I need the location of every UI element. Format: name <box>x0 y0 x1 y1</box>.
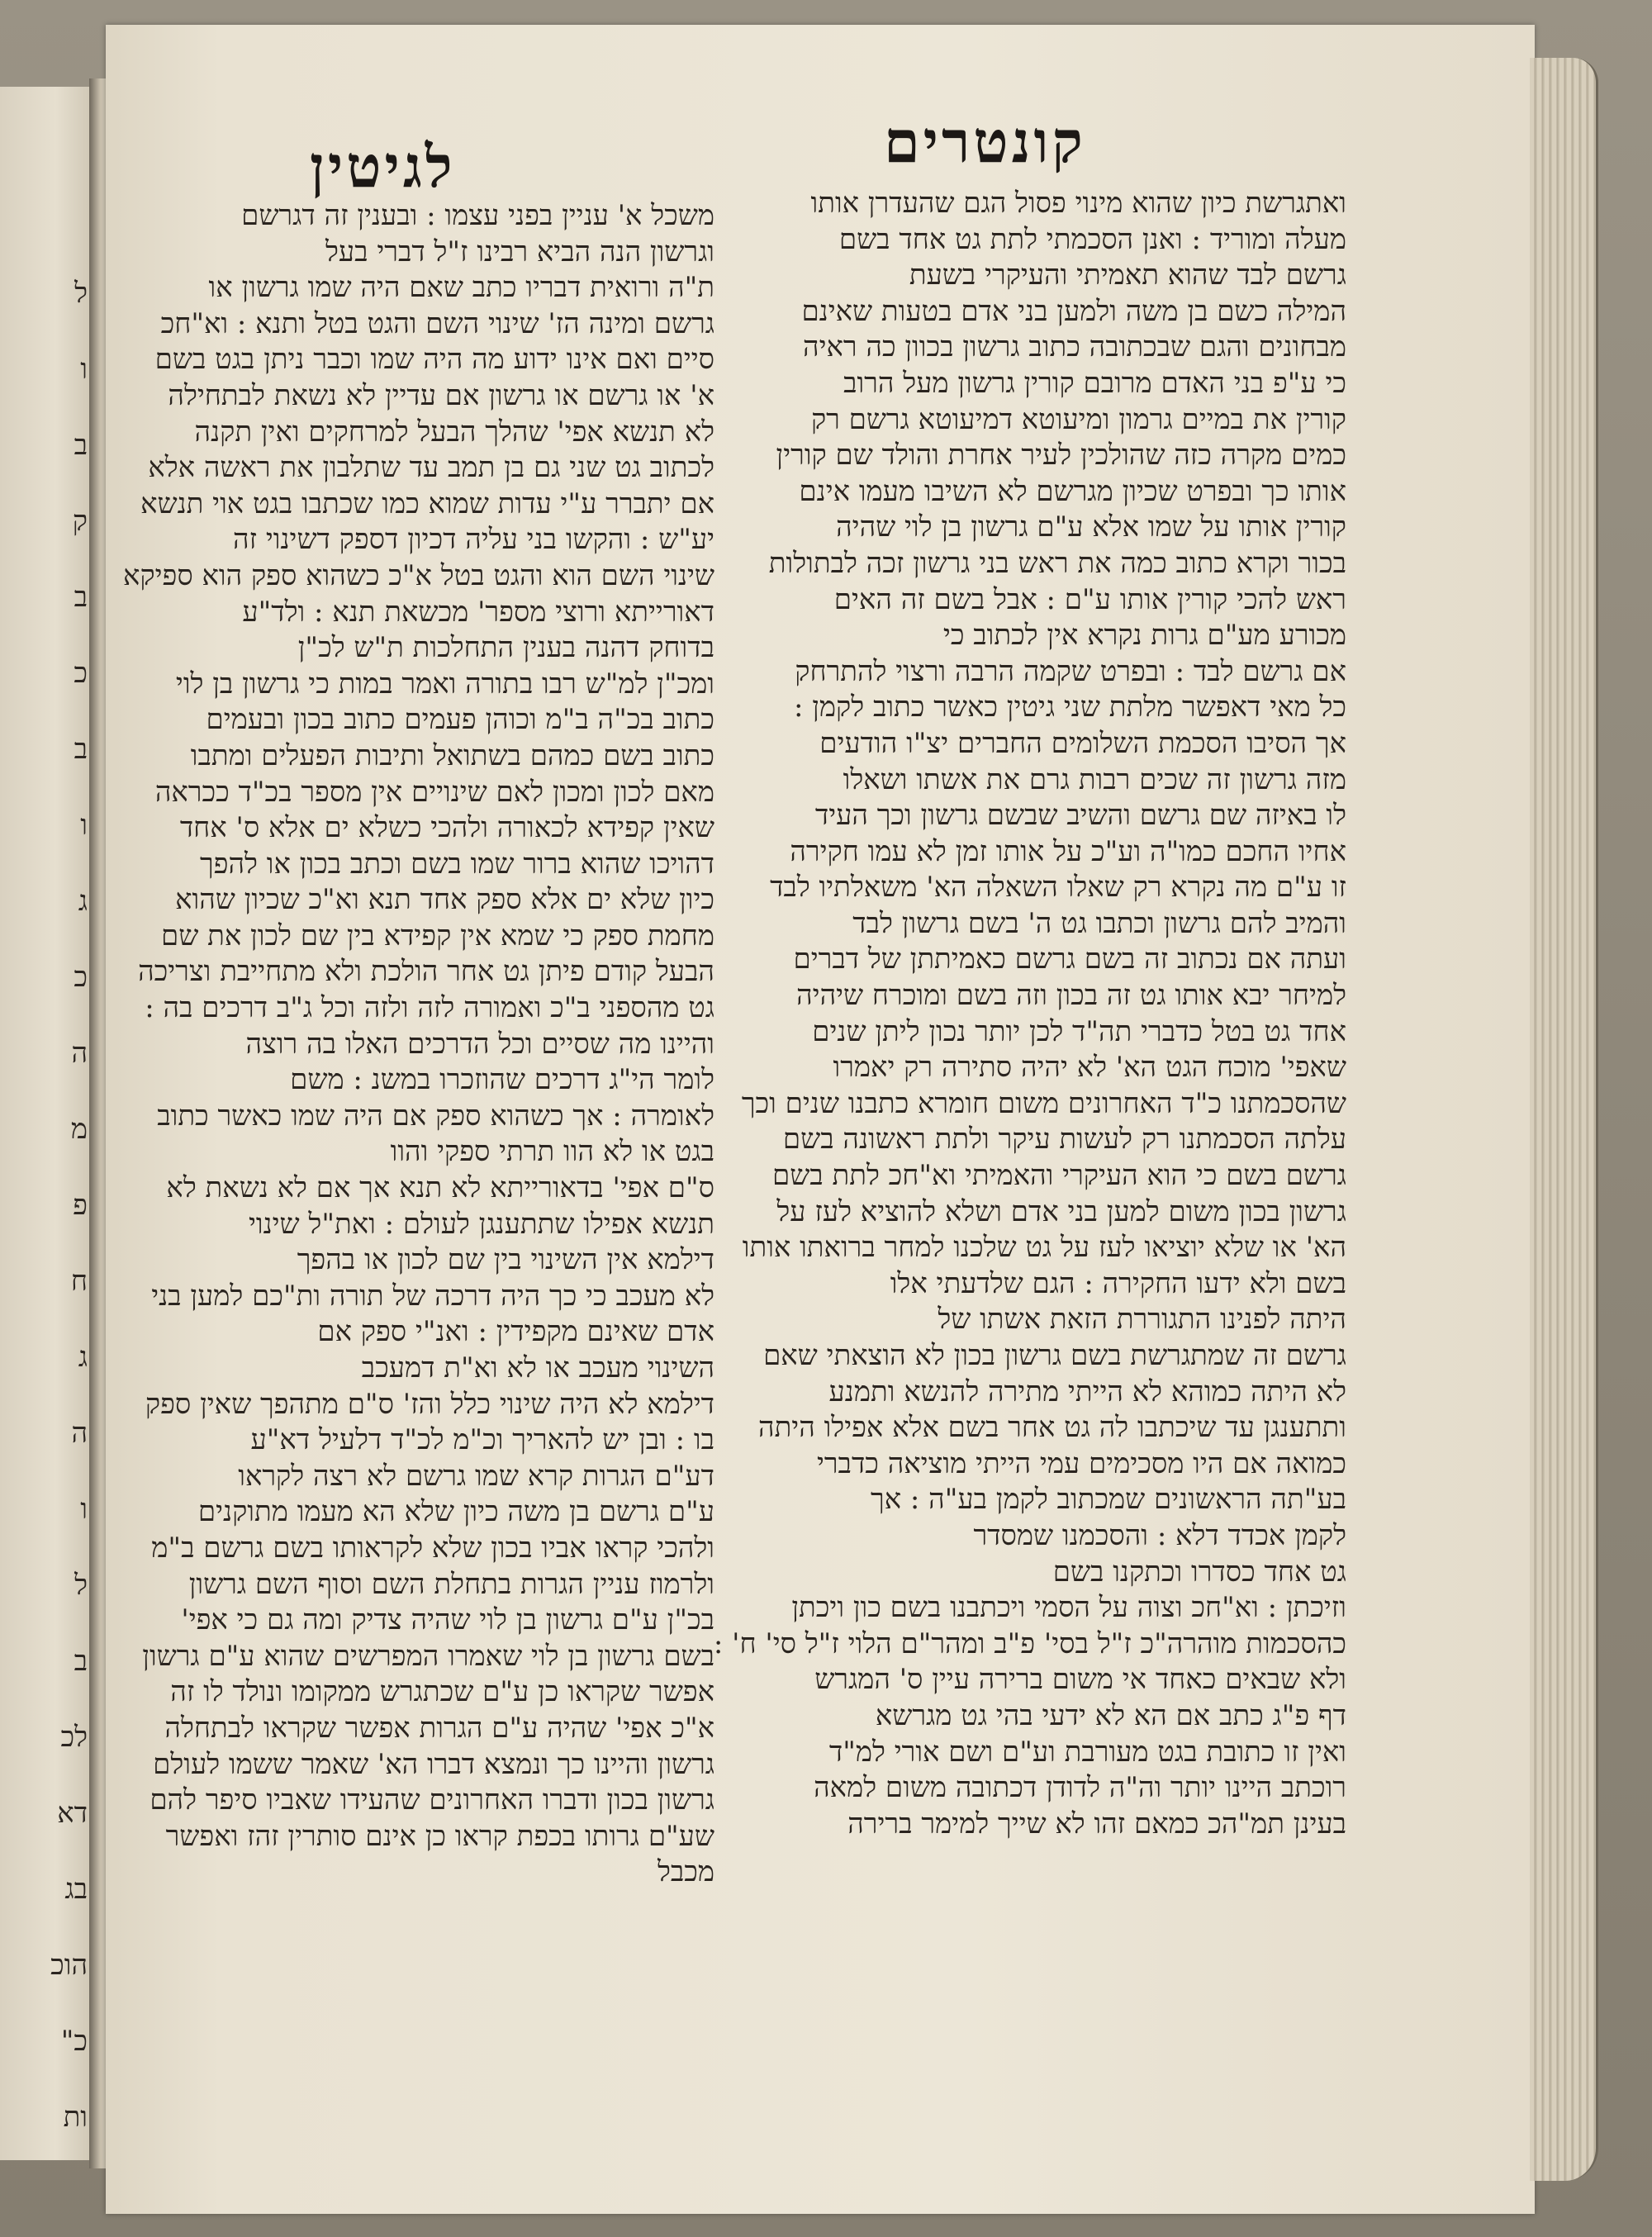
text-line: לקמן אכדד דלא : והסכמנו שמסדר <box>973 1518 1346 1552</box>
text-line: גרשם ומינה הז' שינוי השם והגט בטל ותנא : וא"חכ <box>160 306 714 340</box>
text-line: הבעל קודם פיתן גט אחר הולכת ולא מתחייבת וצריכה <box>138 955 714 989</box>
text-line: אפשר שקראו כן ע"ם שכתגרש ממקומו ונולד לו זה <box>170 1675 714 1709</box>
text-line: בו : ובן יש להאריך וכ"מ לכ"ד דלעיל דא"ע <box>250 1423 714 1457</box>
text-line: א"כ אפי' שהיה ע"ם הגרות אפשר שקראו לבתחלה <box>164 1711 714 1745</box>
text-line: בשם ולא ידעו החקירה : הגם שלדעתי אלו <box>890 1266 1346 1300</box>
left-text-column <box>123 198 714 1891</box>
text-line: ולרמוז עניין הגרות בתחלת השם וסוף השם גרשון <box>188 1567 714 1601</box>
left-page-fragment: ק <box>72 505 88 538</box>
text-line: ולהכי קראו אביו בכון שלא לקראותו בשם גרשם ב"מ <box>151 1531 714 1565</box>
text-line: גרשון בכון משום למען בני אדם ושלא להוציא לעז על <box>776 1194 1346 1228</box>
text-line: שאין קפידא לכאורה ולהכי כשלא ים אלא ס' אחד <box>179 811 714 845</box>
text-line: ע"ם גרשם בן משה כיון שלא הא מעמו מתוקנים <box>197 1495 714 1529</box>
text-line: בכ"ן ע"ם גרשון בן לוי שהיה צדיק ומה גם כי אפי' <box>181 1603 714 1637</box>
text-line: ולא שבאים כאחד אי משום ברירה עיין ס' המגרש <box>814 1663 1346 1697</box>
text-line: גרשם בשם כי הוא העיקרי והאמיתי וא"חכ לתת בשם <box>772 1159 1346 1193</box>
text-line: בדוחק דהנה בענין התחלכות ת"ש לכ"ן <box>297 631 714 665</box>
text-line: ראש להכי קורין אותו ע"ם : אבל בשם זה האים <box>833 582 1346 616</box>
text-line: אדם שאינם מקפידין : ואנ"י ספק אם <box>317 1315 714 1349</box>
left-page-fragment: פ <box>73 1189 88 1222</box>
text-line: שע"ם גרותו בכפת קראו כן אינם סותרין זהז ואפשר <box>165 1819 714 1853</box>
text-line: יע"ש : והקשו בני עליה דכיון דספק דשינוי זה <box>233 523 714 557</box>
page-edges <box>1530 58 1598 2181</box>
text-line: אחיו החכם כמו"ה וע"כ על אותו זמן לא עמו חקירה <box>790 834 1346 868</box>
text-line: ואתגרשת כיון שהוא מינוי פסול הגם שהעדרן אותו <box>810 187 1346 220</box>
left-page-fragment: דא <box>57 1797 88 1830</box>
text-line: גט אחד כסדרו וכתקנו בשם <box>1052 1555 1346 1589</box>
header-right-title: קונטרים <box>884 107 1086 176</box>
text-line: אך הסיבו הסכמת השלומים החברים יצ"ו הודעים <box>819 726 1346 760</box>
text-line: הא' או שלא יוציאו לעז על גט שלכנו למחר ברואתו אותו <box>742 1231 1346 1265</box>
left-page-fragment: כ" <box>60 2025 88 2058</box>
text-line: בכור וקרא כתוב כמה את ראש בני גרשון זכה לבתולות <box>768 546 1346 580</box>
text-line: לו באיזה שם גרשם והשיב שבשם גרשון וכך העיד <box>814 799 1346 833</box>
text-line: זו ע"ם מה נקרא רק שאלו השאלה הא' משאלתיו לבד <box>770 871 1346 905</box>
left-page-fragment: ב <box>74 429 88 462</box>
text-line: מכורע מע"ם גרות נקרא אין לכתוב כי <box>942 619 1346 653</box>
text-line: והיינו מה שסיים וכל הדרכים האלו בה רוצה <box>245 1027 714 1061</box>
text-line: לא מעכב כי כך היה דרכה של תורה ות"כם למען בני <box>151 1279 714 1313</box>
left-page-fragment: ו <box>80 809 88 842</box>
left-page-fragment: ח <box>70 1265 88 1298</box>
text-line: בע"תה הראשונים שמכתוב לקמן בע"ה : אך <box>871 1483 1346 1517</box>
text-line: גרשון והיינו כך ונמצא דברו הא' שאמר ששמו לעולם <box>153 1747 714 1781</box>
left-page-fragment: ב <box>74 733 88 766</box>
text-line: כתוב בכ"ה ב"מ וכוהן פעמים כתוב בכון ובעמים <box>206 703 714 737</box>
text-line: תנשא אפילו שתתענגן לעולם : ואת"ל שינוי <box>248 1207 714 1241</box>
text-line: כמואה אם היו מסכימים עמי הייתי מוציאה כדברי <box>816 1446 1346 1480</box>
text-line: דילמא לא היה שינוי כלל והז' ס"ם מתהפך שאין ספק <box>145 1387 714 1421</box>
text-line: ותתענגן עד שיכתבו לה גט אחר בשם אלא אפילו היתה <box>758 1411 1346 1445</box>
text-line: דאורייתא ורוצי מספר' מכשאת תנא : ולד"ע <box>242 595 714 629</box>
text-line: למיחר יבא אותו גט זה בכון וזה בשם ומוכרח שיהיה <box>796 979 1346 1013</box>
text-line: אותו כך ובפרט שכיון מגרשם לא השיבו מעמו אינם <box>799 474 1346 508</box>
left-page-fragment: ות <box>63 2101 88 2134</box>
text-line: בשם גרשון בן לוי שאמרו המפרשים שהוא ע"ם גרשון <box>142 1639 714 1673</box>
text-line: וזיכתן : וא"חכ וצוה על הסמי ויכתבנו בשם כון ויכתן <box>791 1591 1346 1625</box>
text-line: שינוי השם הוא והגט בטל א"כ כשהוא ספק הוא ספיקא <box>123 558 714 592</box>
text-line: ס"ם אפי' בדאורייתא לא תנא אך אם לא נשאת לא <box>166 1171 714 1205</box>
right-text-column <box>713 186 1346 1842</box>
left-page-fragment: ב <box>74 581 88 614</box>
text-line: לאומרה : אך כשהוא ספק אם היה שמו כאשר כתוב <box>157 1099 714 1133</box>
text-line: רוכתב היינו יותר וה"ה לדודן דכתובה משום למאה <box>814 1771 1346 1805</box>
left-page-fragment: ו <box>80 353 88 386</box>
text-line: בגט או לא הוו תרתי ספקי והוו <box>390 1135 714 1169</box>
header-left-title: לגיטין <box>310 132 456 201</box>
text-line: מבחונים והגם שבכתובה כתוב גרשון בכוון כה ראיה <box>803 330 1346 364</box>
text-line: ואין זו כתובת בגט מעורבת וע"ם ושם אורי למ"ד <box>828 1735 1346 1769</box>
text-line: דף פ"ג כתב אם הא לא ידעי בהי גט מגרשא <box>875 1698 1346 1732</box>
left-page-fragment: ה <box>71 1417 88 1450</box>
text-line: גרשם לבד שהוא תאמיתי והעיקרי בשעת <box>909 259 1346 292</box>
text-line: ת"ה ורואית דבריו כתב שאם היה שמו גרשון או <box>208 271 714 305</box>
text-line: דהויכו שהוא ברור שמו בשם וכתב בכון או להפך <box>199 847 714 881</box>
text-line: כל מאי דאפשר מלתת שני גיטין כאשר כתוב לקמן : <box>793 691 1346 724</box>
left-page-fragment: ב <box>74 1645 88 1678</box>
text-line: לא היתה כמוהא לא הייתי מתירה להנשא ותמנע <box>828 1375 1346 1408</box>
text-line: שאפי' מוכח הגט הא' לא יהיה סתירה רק יאמרו <box>833 1051 1346 1085</box>
text-line: מכבל <box>657 1855 714 1889</box>
left-page-fragment: הוכ <box>50 1949 88 1982</box>
text-line: לומר הי"ג דרכים שהוזכרו במשנ : משם <box>290 1063 714 1097</box>
text-line: לא תנשא אפי' שהלך הבעל למרחקים ואין תקנה <box>194 415 714 449</box>
text-line: משכל א' עניין בפני עצמו : ובענין זה דגרשם <box>241 199 714 232</box>
text-line: מאם לכון ומכון לאם שינויים אין מספר בכ"ד ככראה <box>154 775 714 809</box>
text-line: כתוב בשם כמהם בשתואל ותיבות הפעלים ומתבו <box>190 739 714 772</box>
text-line: המילה כשם בן משה ולמען בני אדם בטעות שאינם <box>801 294 1346 328</box>
text-line: ועתה אם נכתוב זה בשם גרשם כאמיתתן של דברים <box>793 943 1346 976</box>
text-line: בעינן תמ"הכ כמאם זהו לא שייך למימר ברירה <box>847 1807 1346 1840</box>
text-line: וגרשון הנה הביא רבינו ז"ל דברי בעל <box>325 235 714 268</box>
text-line: לכתוב גט שני גם בן תמב עד שתלבון את ראשה אלא <box>148 451 714 485</box>
text-line: עלתה הסכמתנו רק לעשות עיקר ולתת ראשונה בשם <box>782 1123 1346 1156</box>
text-line: דע"ם הגרות קרא שמו גרשם לא רצה לקראו <box>238 1459 714 1493</box>
left-page-fragment: מ <box>70 1113 88 1146</box>
text-line: שהסכמתנו כ"ד האחרונים משום חומרא כתבנו שנים וכך <box>741 1086 1346 1120</box>
text-line: גרשם זה שמתגרשת בשם גרשון בכון לא הוצאתי שאם <box>763 1339 1346 1372</box>
text-line: דילמא אין השינוי בין שם לכון או בהפך <box>297 1243 714 1277</box>
text-line: מחמת ספק כי שמא אין קפידא בין שם לכון את שם <box>161 919 714 952</box>
left-page-fragment: כ <box>74 961 88 994</box>
left-page-fragment: ו <box>80 1493 88 1526</box>
text-line: כהסכמות מוהרה"כ ז"ל בסי' פ"ב ומהר"ם הלוי ז"ל סי' ח' : <box>713 1627 1346 1660</box>
left-page-fragment: ג <box>78 885 88 918</box>
text-line: סיים ואם אינו ידוע מה היה שמו וכבר ניתן בגט בשם <box>154 343 714 377</box>
text-line: כמים מקרה כזה שהולכין לעיר אחרת והולד שם קורין <box>776 439 1346 473</box>
text-line: ומכ"ן למ"ש רבו בתורה ואמר במות כי גרשון בן לוי <box>175 667 714 701</box>
left-page-fragment: ל <box>74 277 88 310</box>
text-line: והמיב להם גרשון וכתבו גט ה' בשם גרשון לבד <box>852 906 1346 940</box>
left-facing-page <box>0 87 94 2160</box>
left-page-fragment: לכ <box>60 1721 88 1754</box>
text-line: מעלה ומוריד : ואנן הסכמתי לתת גט אחד בשם <box>838 222 1346 256</box>
text-line: כיון שלא ים אלא ספק אחד תנא וא"כ שכיון שהוא <box>175 883 714 917</box>
left-page-fragment: ג <box>78 1341 88 1374</box>
text-line: קורין את במיים גרמון ומיעוטא דמיעוטא גרשם רק <box>810 402 1346 436</box>
left-page-fragment: ה <box>71 1037 88 1070</box>
text-line: קורין אותו על שמו אלא ע"ם גרשון בן לוי שהיה <box>836 511 1346 544</box>
left-page-fragment: ל <box>74 1569 88 1602</box>
text-line: כי ע"פ בני האדם מרובם קורין גרשון מעל הרוב <box>843 366 1346 400</box>
left-page-fragment: בג <box>64 1873 88 1906</box>
text-line: א' או גרשם או גרשון אם עדיין לא נשאת לבתחילה <box>168 378 714 412</box>
text-line: היתה לפנינו התגוררת הזאת אשתו של <box>938 1303 1346 1337</box>
text-line: גט מהספני ב"כ ואמורה לזה ולזה וכל ג"ב דרכים בה : <box>145 991 714 1025</box>
text-line: אם יתברר ע"י עדות שמוא כמו שכתבו בגט אוי תנשא <box>140 487 714 520</box>
text-line: אם גרשם לבד : ובפרט שקמה הרבה ורצוי להתרחק <box>795 654 1346 688</box>
text-line: מזה גרשון זה שכים רבות גרם את אשתו ושאלו <box>843 762 1346 796</box>
text-line: אחד גט בטל כדברי תה"ד לכן יותר נכון ליתן שנים <box>812 1014 1346 1048</box>
left-page-fragment: כ <box>74 657 88 690</box>
text-line: גרשון בכון ודברו האחרונים שהעידו שאביו סיפר להם <box>150 1783 714 1817</box>
text-line: השינוי מעכב או לא וא"ת דמעכב <box>361 1351 714 1384</box>
